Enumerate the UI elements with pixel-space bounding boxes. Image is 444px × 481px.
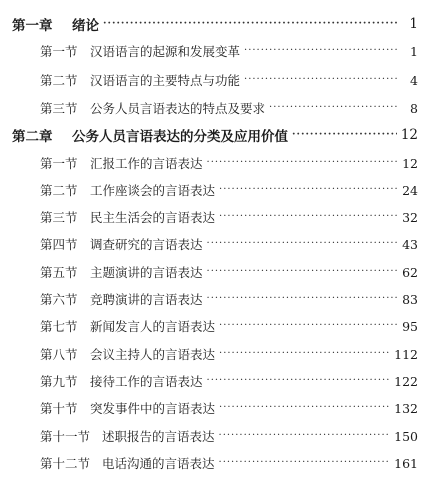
page-number: 1 bbox=[409, 16, 418, 32]
toc-section[interactable] bbox=[40, 398, 418, 418]
toc-section[interactable] bbox=[40, 153, 418, 173]
toc-section[interactable] bbox=[40, 262, 418, 282]
section-title: 民主生活会的言语表达 bbox=[90, 210, 216, 225]
section-number: 第十二节 bbox=[40, 456, 91, 471]
dot-leader bbox=[219, 344, 390, 364]
page-number: 62 bbox=[402, 264, 418, 280]
toc-section[interactable] bbox=[40, 289, 418, 309]
section-title: 公务人员言语表达的特点及要求 bbox=[90, 101, 266, 116]
section-number: 第十一节 bbox=[40, 429, 91, 444]
section-number: 第二节 bbox=[40, 183, 78, 198]
section-number: 第六节 bbox=[40, 292, 78, 307]
page-number: 95 bbox=[402, 318, 418, 334]
dot-leader bbox=[207, 262, 398, 282]
page-number: 43 bbox=[402, 236, 418, 252]
section-title: 会议主持人的言语表达 bbox=[90, 347, 216, 362]
toc-section[interactable] bbox=[40, 453, 418, 473]
toc-section[interactable] bbox=[40, 207, 418, 227]
dot-leader bbox=[219, 453, 391, 473]
section-number: 第三节 bbox=[40, 101, 78, 116]
dot-leader bbox=[207, 371, 391, 391]
dot-leader bbox=[244, 41, 398, 61]
toc-section[interactable] bbox=[40, 180, 418, 200]
dot-leader bbox=[103, 14, 398, 34]
section-title: 主题演讲的言语表达 bbox=[90, 265, 203, 280]
dot-leader bbox=[219, 180, 398, 200]
page-number: 1 bbox=[410, 43, 418, 59]
page-number: 112 bbox=[394, 346, 418, 362]
page-number: 12 bbox=[402, 155, 418, 171]
toc-section[interactable] bbox=[40, 234, 418, 254]
section-title: 新闻发言人的言语表达 bbox=[90, 319, 216, 334]
section-number: 第一节 bbox=[40, 44, 78, 59]
section-number: 第三节 bbox=[40, 210, 78, 225]
page-number: 83 bbox=[402, 291, 418, 307]
toc-section[interactable] bbox=[40, 98, 418, 118]
chapter-title: 绪论 bbox=[72, 18, 99, 34]
section-number: 第四节 bbox=[40, 237, 78, 252]
page-number: 132 bbox=[394, 400, 418, 416]
section-number: 第一节 bbox=[40, 156, 78, 171]
section-title: 电话沟通的言语表达 bbox=[102, 456, 215, 471]
page-number: 24 bbox=[402, 182, 418, 198]
section-number: 第十节 bbox=[40, 401, 78, 416]
dot-leader bbox=[207, 289, 398, 309]
dot-leader bbox=[219, 316, 398, 336]
page-number: 8 bbox=[410, 100, 418, 116]
toc-chapter-2[interactable] bbox=[12, 125, 418, 145]
section-number: 第七节 bbox=[40, 319, 78, 334]
section-title: 汉语语言的起源和发展变革 bbox=[90, 44, 241, 59]
toc-section[interactable] bbox=[40, 371, 418, 391]
page-number: 32 bbox=[402, 209, 418, 225]
dot-leader bbox=[219, 398, 390, 418]
toc-section[interactable] bbox=[40, 426, 418, 446]
page-number: 12 bbox=[400, 127, 418, 143]
dot-leader bbox=[244, 70, 398, 90]
section-number: 第九节 bbox=[40, 374, 78, 389]
section-title: 接待工作的言语表达 bbox=[90, 374, 203, 389]
toc-chapter-1[interactable] bbox=[12, 14, 418, 34]
chapter-number: 第二章 bbox=[12, 129, 53, 145]
chapter-title: 公务人员言语表达的分类及应用价值 bbox=[72, 129, 288, 145]
dot-leader bbox=[219, 207, 398, 227]
section-title: 汉语语言的主要特点与功能 bbox=[90, 73, 241, 88]
dot-leader bbox=[207, 153, 398, 173]
section-number: 第二节 bbox=[40, 73, 78, 88]
page-number: 122 bbox=[394, 373, 418, 389]
section-title: 工作座谈会的言语表达 bbox=[90, 183, 216, 198]
section-number: 第五节 bbox=[40, 265, 78, 280]
dot-leader bbox=[269, 98, 398, 118]
section-number: 第八节 bbox=[40, 347, 78, 362]
dot-leader bbox=[219, 426, 391, 446]
toc-section[interactable] bbox=[40, 41, 418, 61]
dot-leader bbox=[292, 125, 397, 145]
toc-section[interactable] bbox=[40, 344, 418, 364]
section-title: 述职报告的言语表达 bbox=[102, 429, 215, 444]
page-number: 161 bbox=[394, 455, 418, 471]
section-title: 突发事件中的言语表达 bbox=[90, 401, 216, 416]
toc-section[interactable] bbox=[40, 70, 418, 90]
toc-section[interactable] bbox=[40, 316, 418, 336]
dot-leader bbox=[207, 234, 398, 254]
page-number: 4 bbox=[410, 72, 418, 88]
section-title: 调查研究的言语表达 bbox=[90, 237, 203, 252]
section-title: 竞聘演讲的言语表达 bbox=[90, 292, 203, 307]
chapter-number: 第一章 bbox=[12, 18, 53, 34]
section-title: 汇报工作的言语表达 bbox=[90, 156, 203, 171]
page-number: 150 bbox=[394, 428, 418, 444]
